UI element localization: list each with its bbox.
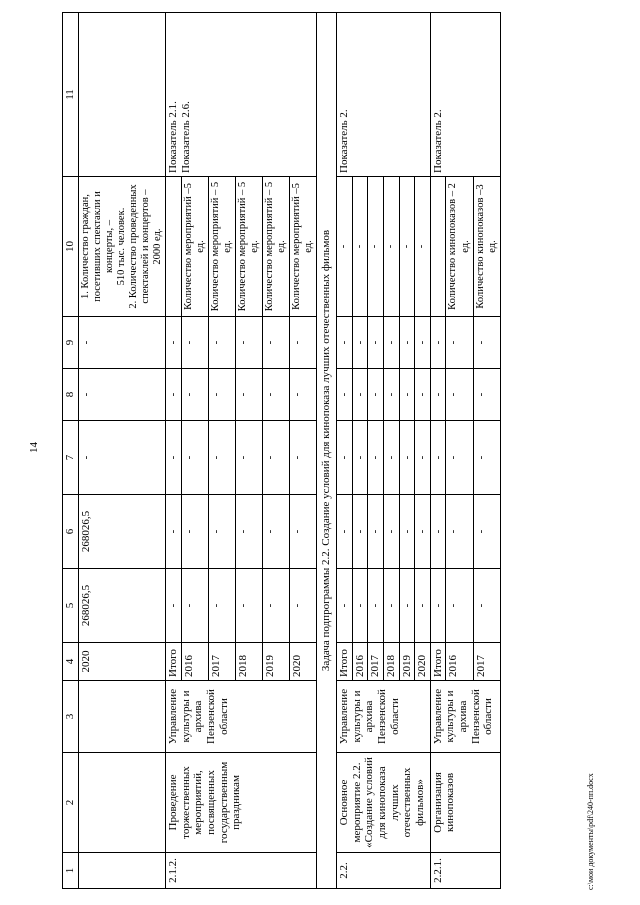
table-row: [336, 13, 352, 889]
value-cell: -: [446, 369, 473, 421]
total-row: [78, 13, 165, 889]
value-cell: -: [383, 569, 399, 643]
value-cell: 268026,5: [78, 569, 165, 643]
year-cell: 2016: [181, 643, 208, 681]
year-cell: 2017: [368, 643, 384, 681]
value-cell: -: [383, 317, 399, 369]
value-cell: -: [368, 421, 384, 495]
table-row: [166, 13, 182, 889]
header-row: [63, 13, 79, 889]
measure-name: Проведение торжественных мероприятий, посвященных государственным праздникам: [166, 753, 317, 853]
value-cell: -: [290, 495, 317, 569]
result-cell: Количество мероприятий –5 ед.: [290, 177, 317, 317]
value-cell: -: [290, 317, 317, 369]
value-cell: -: [166, 569, 182, 643]
value-cell: -: [352, 495, 368, 569]
col-header: 11: [63, 13, 79, 177]
result-cell: Количество кинопоказов – 2 ед.: [446, 177, 473, 317]
value-cell: -: [399, 317, 415, 369]
value-cell: -: [399, 369, 415, 421]
value-cell: -: [368, 569, 384, 643]
year-cell: 2016: [446, 643, 473, 681]
result-line: 2000 ед.: [152, 228, 164, 265]
year-cell: 2019: [399, 643, 415, 681]
value-cell: -: [446, 421, 473, 495]
year-cell: Итого: [336, 643, 352, 681]
value-cell: -: [352, 569, 368, 643]
col-header: 1: [63, 853, 79, 889]
year-cell: 2017: [208, 643, 235, 681]
col-header: 8: [63, 369, 79, 421]
year-cell: Итого: [430, 643, 446, 681]
value-cell: -: [415, 495, 431, 569]
row-number: 2.2.1.: [430, 853, 500, 889]
value-cell: -: [166, 495, 182, 569]
value-cell: -: [430, 421, 446, 495]
value-cell: -: [473, 421, 500, 495]
measure-name: Организация кинопоказов: [430, 753, 500, 853]
value-cell: -: [235, 369, 262, 421]
task-row: [317, 13, 337, 889]
year-cell: 2018: [235, 643, 262, 681]
value-cell: -: [368, 495, 384, 569]
year-cell: 2017: [473, 643, 500, 681]
col-header: 5: [63, 569, 79, 643]
value-cell: -: [473, 369, 500, 421]
value-cell: -: [383, 495, 399, 569]
result-cell: -: [415, 177, 431, 317]
value-cell: -: [263, 421, 290, 495]
year-cell: 2019: [263, 643, 290, 681]
value-cell: -: [235, 317, 262, 369]
result-cell: -: [352, 177, 368, 317]
value-cell: -: [430, 369, 446, 421]
value-cell: -: [290, 421, 317, 495]
result-line: 2. Количество проведенных спектаклей и концертов –: [127, 184, 151, 309]
value-cell: -: [166, 369, 182, 421]
value-cell: -: [368, 369, 384, 421]
value-cell: -: [336, 369, 352, 421]
value-cell: -: [383, 421, 399, 495]
value-cell: -: [399, 495, 415, 569]
table-row: [430, 13, 446, 889]
value-cell: 268026,5: [78, 495, 165, 569]
value-cell: -: [336, 421, 352, 495]
value-cell: -: [235, 495, 262, 569]
value-cell: -: [336, 495, 352, 569]
value-cell: -: [368, 317, 384, 369]
row-number: 2.2.: [336, 853, 430, 889]
year-cell: Итого: [166, 643, 182, 681]
col-header: 6: [63, 495, 79, 569]
result-cell: -: [336, 177, 352, 317]
value-cell: -: [415, 569, 431, 643]
value-cell: -: [181, 369, 208, 421]
row-number: 2.1.2.: [166, 853, 317, 889]
year-cell: 2020: [290, 643, 317, 681]
executor: Управление культуры и архива Пензенской области: [430, 681, 500, 753]
col-header: 7: [63, 421, 79, 495]
result-cell: [166, 177, 182, 317]
result-cell: Количество кинопоказов –3 ед.: [473, 177, 500, 317]
value-cell: -: [446, 569, 473, 643]
year-cell: 2020: [415, 643, 431, 681]
value-cell: -: [446, 495, 473, 569]
value-cell: -: [208, 369, 235, 421]
value-cell: -: [235, 569, 262, 643]
value-cell: -: [166, 421, 182, 495]
col-header: 9: [63, 317, 79, 369]
measure-name: Основное мероприятие 2.2. «Создание условий для кинопоказа лучших отечественных фильмов»: [336, 753, 430, 853]
value-cell: -: [336, 569, 352, 643]
col-header: 10: [63, 177, 79, 317]
value-cell: -: [208, 569, 235, 643]
value-cell: -: [78, 369, 165, 421]
indicator-cell: Показатель 2.: [430, 13, 500, 177]
value-cell: -: [430, 495, 446, 569]
value-cell: -: [473, 495, 500, 569]
col-header: 4: [63, 643, 79, 681]
value-cell: -: [208, 317, 235, 369]
year-cell: 2020: [78, 643, 165, 681]
page-number: 14: [28, 442, 40, 453]
value-cell: -: [352, 421, 368, 495]
value-cell: -: [352, 317, 368, 369]
value-cell: -: [181, 495, 208, 569]
value-cell: -: [430, 569, 446, 643]
value-cell: -: [399, 569, 415, 643]
value-cell: -: [415, 369, 431, 421]
footer-file-path: c:\мои документы\pdf\240-пп.docx: [586, 773, 595, 890]
value-cell: -: [78, 421, 165, 495]
value-cell: -: [263, 369, 290, 421]
value-cell: -: [263, 569, 290, 643]
value-cell: -: [290, 369, 317, 421]
value-cell: -: [263, 317, 290, 369]
col-header: 2: [63, 753, 79, 853]
program-table: [62, 12, 501, 889]
value-cell: -: [78, 317, 165, 369]
task-title: Задача подпрограммы 2.2. Создание условий для кинопоказа лучших отечественных фильмов: [317, 13, 337, 889]
result-cell: Количество мероприятий – 5 ед.: [208, 177, 235, 317]
result-cell: Количество мероприятий – 5 ед.: [263, 177, 290, 317]
value-cell: -: [208, 421, 235, 495]
result-cell: [430, 177, 446, 317]
year-cell: 2016: [352, 643, 368, 681]
value-cell: -: [181, 569, 208, 643]
result-cell: -: [368, 177, 384, 317]
executor: Управление культуры и архива Пензенской области: [166, 681, 317, 753]
result-cell: Количество мероприятий –5 ед.: [181, 177, 208, 317]
value-cell: -: [181, 421, 208, 495]
rotated-table-container: [62, 13, 605, 889]
value-cell: -: [399, 421, 415, 495]
value-cell: -: [336, 317, 352, 369]
col-header: 3: [63, 681, 79, 753]
result-line: 510 тыс. человек.: [115, 207, 127, 286]
value-cell: -: [352, 369, 368, 421]
result-line: 1. Количество граждан, посетивших спектакли и концерты, –: [79, 191, 115, 302]
executor: Управление культуры и архива Пензенской области: [336, 681, 430, 753]
value-cell: -: [235, 421, 262, 495]
result-cell: Количество мероприятий – 5 ед.: [235, 177, 262, 317]
year-cell: 2018: [383, 643, 399, 681]
value-cell: -: [263, 495, 290, 569]
result-cell: -: [399, 177, 415, 317]
value-cell: -: [415, 421, 431, 495]
value-cell: -: [181, 317, 208, 369]
value-cell: -: [383, 369, 399, 421]
value-cell: -: [166, 317, 182, 369]
indicator-cell: Показатель 2.1. Показатель 2.6.: [166, 13, 317, 177]
value-cell: -: [473, 317, 500, 369]
value-cell: -: [290, 569, 317, 643]
value-cell: -: [430, 317, 446, 369]
result-cell: -: [383, 177, 399, 317]
indicator-cell: Показатель 2.: [336, 13, 430, 177]
result-cell: [78, 177, 165, 317]
value-cell: -: [473, 569, 500, 643]
value-cell: -: [415, 317, 431, 369]
value-cell: -: [208, 495, 235, 569]
value-cell: -: [446, 317, 473, 369]
